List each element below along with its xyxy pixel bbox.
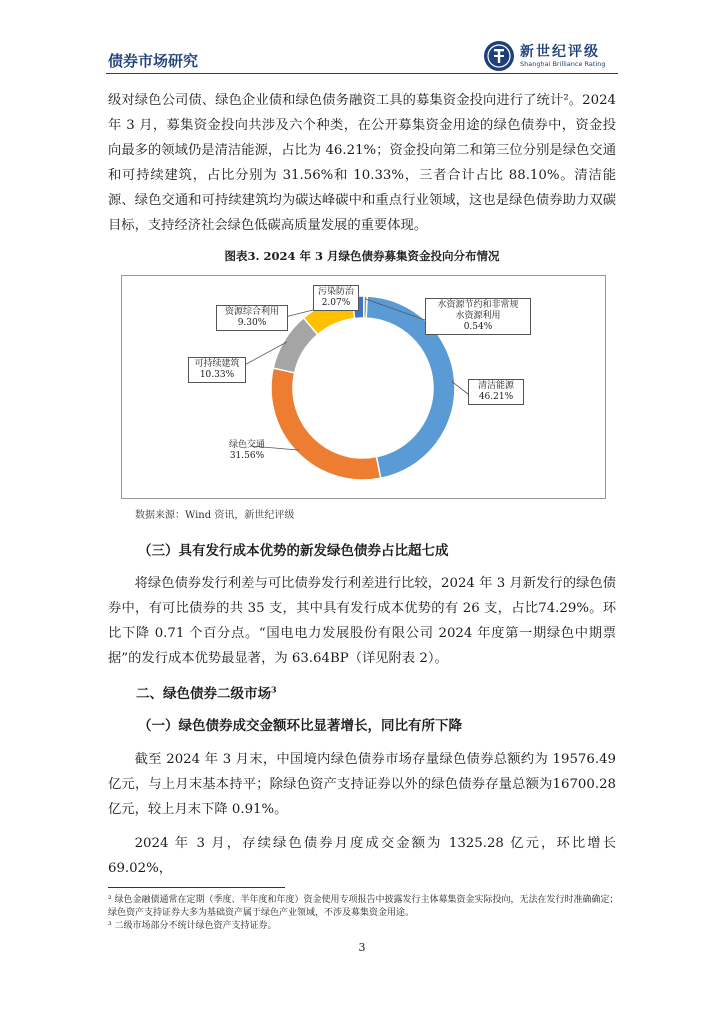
header-divider [106, 73, 618, 74]
paragraph-monthly-volume: 2024 年 3 月，存续绿色债券月度成交金额为 1325.28 亿元，环比增长69.02%， [108, 836, 616, 876]
label-clean-energy-name: 清洁能源 [477, 381, 514, 391]
slice-green-transport [271, 368, 381, 480]
section-heading-trading-volume: （一）绿色债券成交金额环比显著增长，同比有所下降 [138, 718, 462, 734]
label-resource-name: 资源综合利用 [224, 307, 279, 317]
label-water [425, 298, 531, 335]
label-pollution-value: 2.07% [321, 298, 351, 308]
company-logo [483, 40, 623, 74]
heading-secondary-text: 二、绿色债券二级市场 [136, 686, 271, 702]
logo-emblem-icon [483, 40, 515, 72]
footnote-3: ³ 二级市场部分不统计绿色资产支持证券。 [108, 921, 277, 931]
figure-title: 图表3. 2024 年 3 月绿色债券募集资金投向分布情况 [224, 249, 500, 263]
label-clean-energy-value: 46.21% [478, 392, 514, 402]
logo-chinese-name: 新世纪评级 [520, 44, 600, 60]
label-transport [222, 440, 272, 462]
label-water-value: 0.54% [463, 322, 493, 332]
label-building-name: 可持续建筑 [194, 359, 240, 369]
data-source: 数据来源：Wind 资讯，新世纪评级 [135, 510, 295, 521]
paragraph-outstanding-balance: 截至 2024 年 3 月末，中国境内绿色债券市场存量绿色债券总额约为 19576.49亿元，与上月末基本持平；除绿色资产支持证券以外的绿色债券存量总额为16700.28 亿元，较上月末下降 0.91%。 [108, 752, 616, 817]
section-heading-cost-advantage: （三）具有发行成本优势的新发绿色债券占比超七成 [138, 543, 449, 559]
donut-chart [122, 276, 605, 498]
label-resource-value: 9.30% [237, 318, 267, 328]
footnote-2: ² 绿色金融债通常在定期（季度、半年度和年度）资金使用专项报告中披露发行主体募集资金实际投向，无法在发行时准确确定；绿色资产支持证券大多为基础资产属于绿色产业领域，不涉及募集资金用途。 [108, 895, 619, 918]
paragraph-issuance-cost: 将绿色债券发行利差与可比债券发行利差进行比较，2024 年 3 月新发行的绿色债券中，有可比债券的共 35 支，其中具有发行成本优势的有 26 支，占比74.29%。环比下降 0.71 个百分点。“国电电力发展股份有限公司 2024 年度第一期绿色中期票据”的发行成本优势最显著，为 63.64BP（详见附表 2）。 [108, 576, 616, 666]
label-resource [216, 305, 288, 331]
label-transport-value: 31.56% [229, 451, 265, 461]
label-building-value: 10.33% [199, 370, 235, 380]
running-header-title: 债券市场研究 [108, 52, 199, 70]
label-transport-name: 绿色交通 [228, 440, 265, 450]
label-water-name-1: 水资源节约和非常规 [437, 300, 519, 310]
paragraph-fund-usage: 级对绿色公司债、绿色企业债和绿色债务融资工具的募集资金投向进行了统计²。2024 年 3 月，募集资金投向共涉及六个种类，在公开募集资金用途的绿色债券中，资金投向最多的领域仍是清洁能源，占比为 46.21%；资金投向第二和第三位分别是绿色交通和可持续建筑，占比分别为 31.56%和 10.33%，三者合计占比 88.10%。清洁能源、绿色交通和可持续建筑均为碳达峰碳中和重点行业领域，这也是绿色债券助力双碳目标，支持经济社会绿色低碳高质量发展的重要体现。 [108, 93, 616, 233]
page-number: 3 [358, 941, 366, 954]
label-pollution [313, 285, 359, 311]
label-building [188, 357, 246, 383]
footnote-divider [108, 887, 285, 888]
chart-frame [121, 275, 606, 499]
label-pollution-name: 污染防治 [317, 287, 354, 297]
footnote-ref-3[interactable]: 3 [271, 684, 277, 695]
label-clean-energy [468, 379, 524, 405]
label-water-name-2: 水资源利用 [455, 311, 501, 321]
section-heading-secondary-market [136, 682, 277, 702]
logo-english-name: Shanghai Brilliance Rating [520, 60, 606, 68]
